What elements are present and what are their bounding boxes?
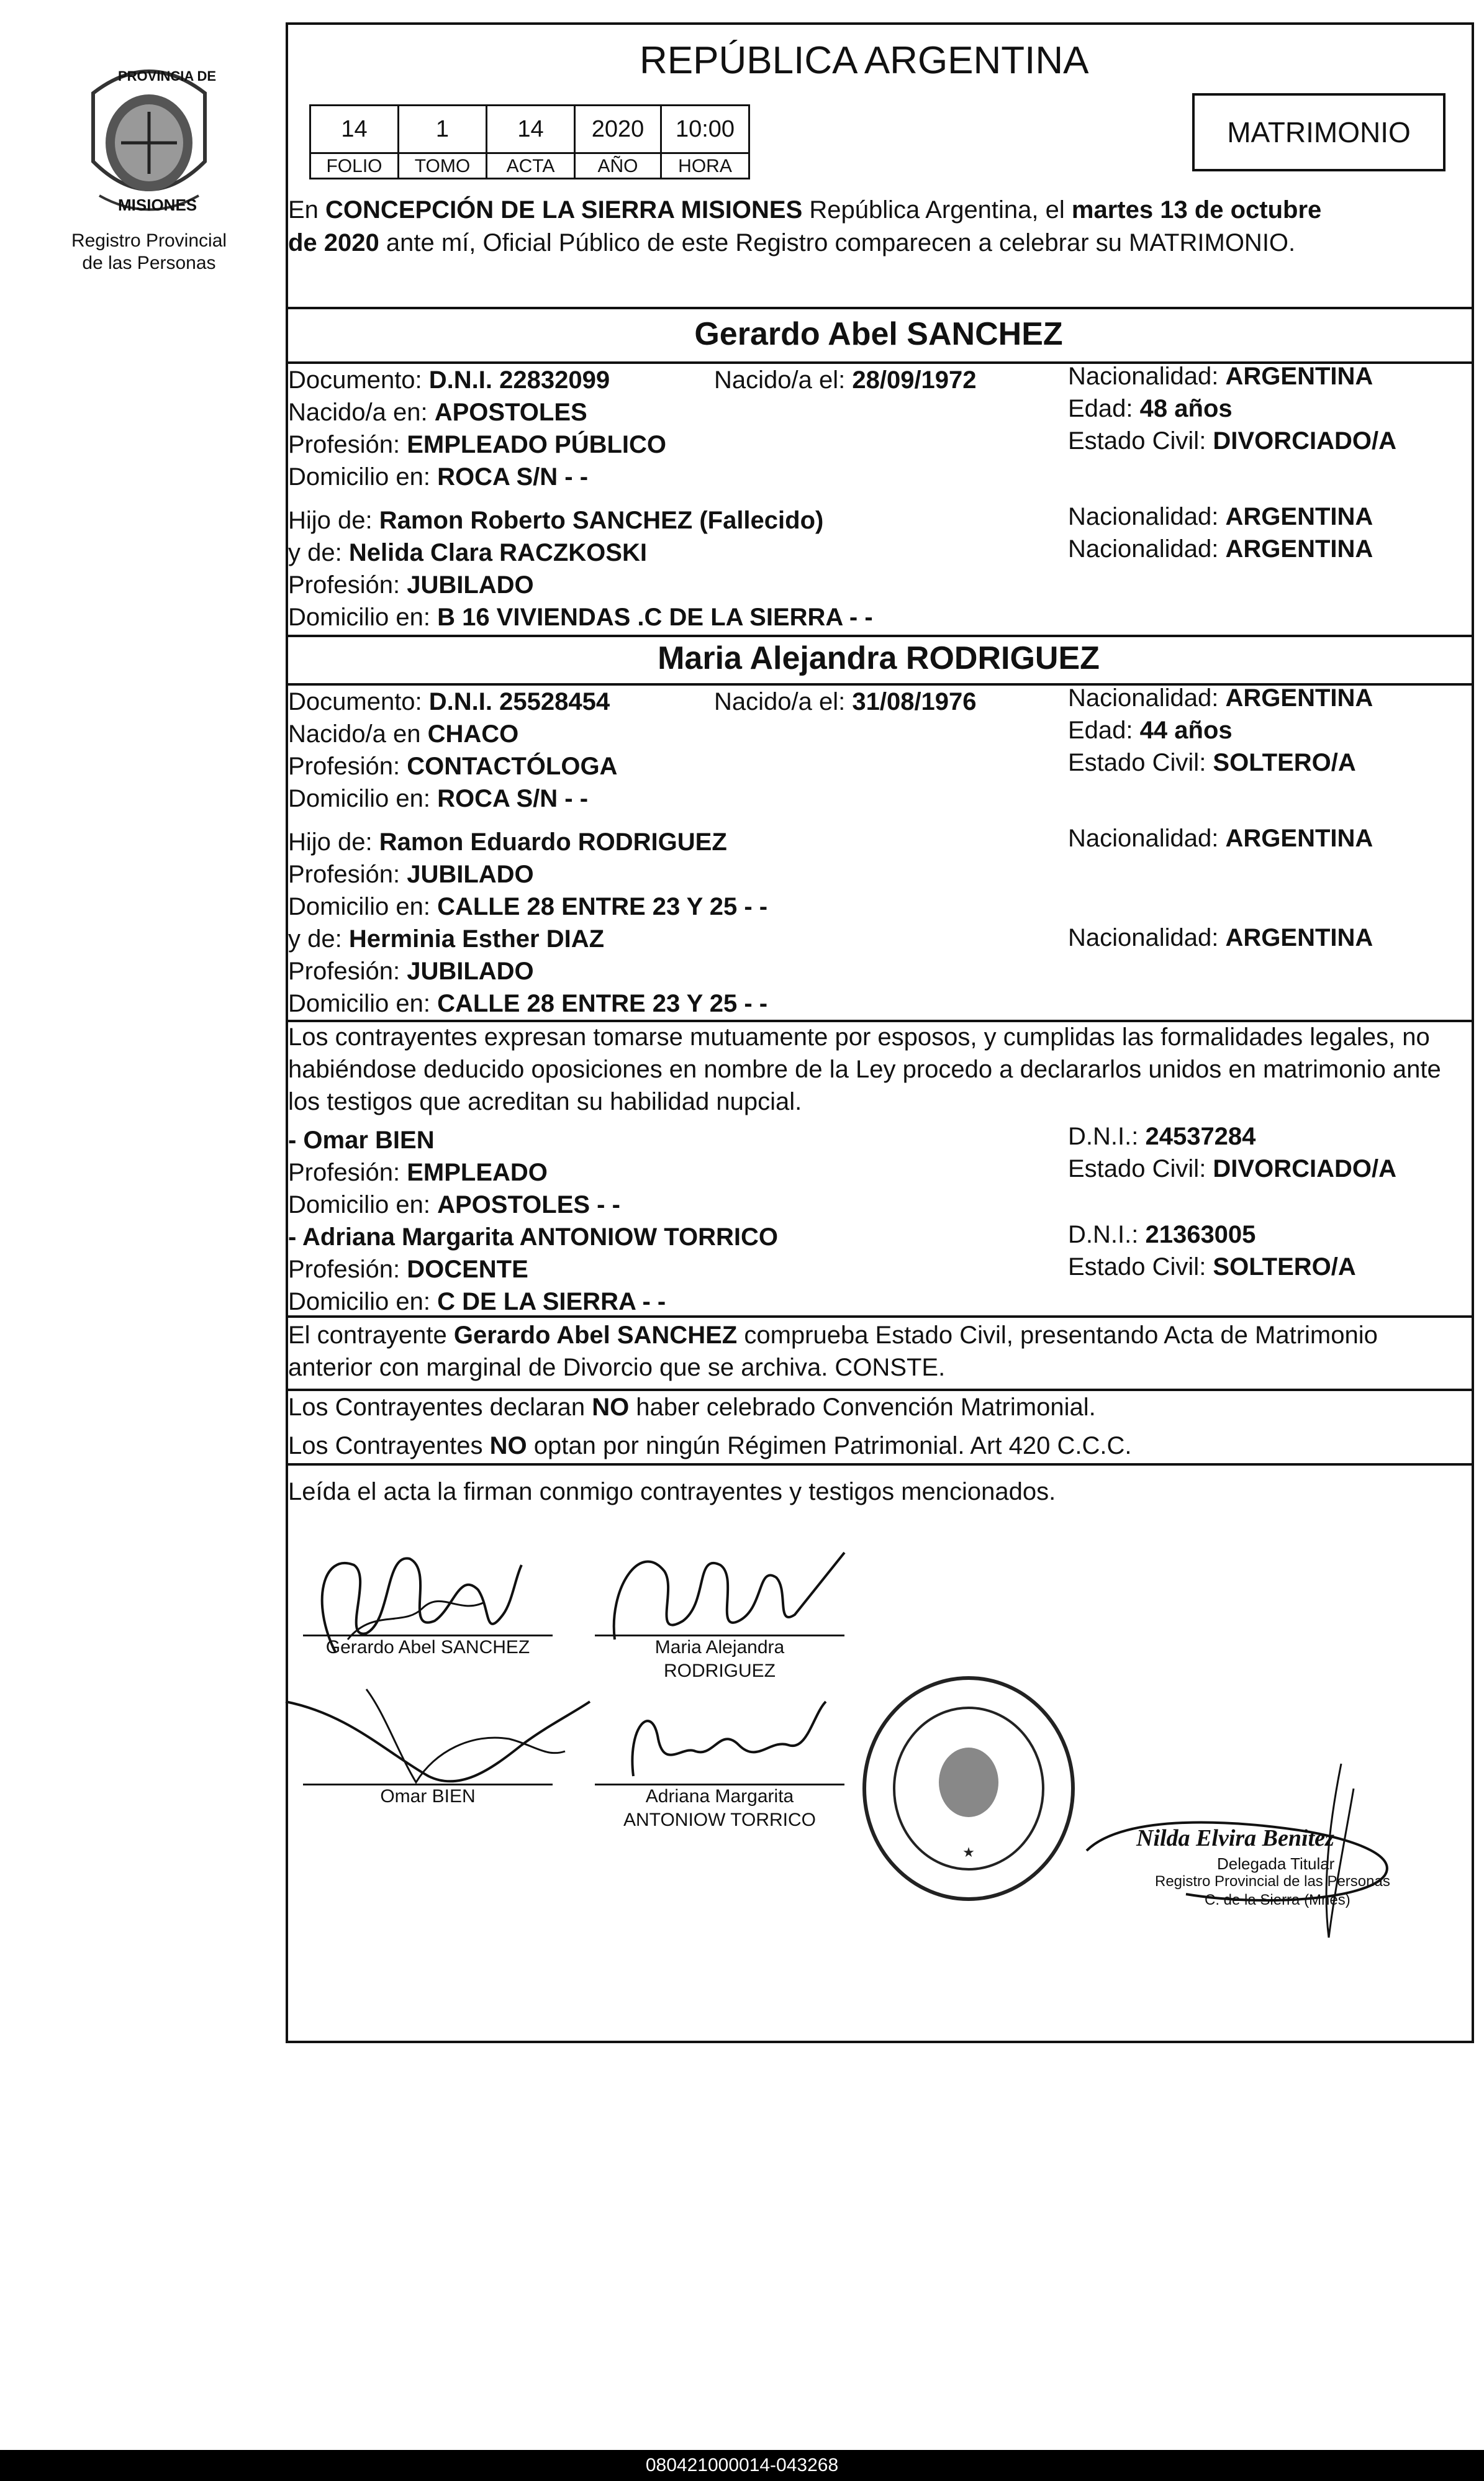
registry-logo xyxy=(75,56,224,230)
bride-civil: Estado Civil: SOLTERO/A xyxy=(1068,749,1356,776)
note-line2: anterior con marginal de Divorcio que se archiva. CONSTE. xyxy=(288,1354,946,1381)
registry-line2: de las Personas xyxy=(82,253,216,273)
witness2-name: - Adriana Margarita ANTONIOW TORRICO xyxy=(288,1223,778,1251)
logo-text-top: PROVINCIA DE xyxy=(118,68,217,84)
bride-mother-addr: Domicilio en: CALLE 28 ENTRE 23 Y 25 - - xyxy=(288,990,768,1017)
official-place: C. de la Sierra (Mnes) xyxy=(1205,1892,1351,1908)
regime-line2: Los Contrayentes NO optan por ningún Régimen Patrimonial. Art 420 C.C.C. xyxy=(288,1432,1132,1459)
registry-name xyxy=(50,230,248,274)
regime-line1: Los Contrayentes declaran NO haber celebrado Convención Matrimonial. xyxy=(288,1394,1096,1421)
groom-mother: y de: Nelida Clara RACZKOSKI xyxy=(288,539,647,566)
bride-nat: Nacionalidad: ARGENTINA xyxy=(1068,684,1373,712)
acta-value: 14 xyxy=(486,104,576,154)
act-type: MATRIMONIO xyxy=(1227,116,1411,148)
bride-mother: y de: Herminia Esther DIAZ xyxy=(288,925,605,953)
declaration-line3: los testigos que acreditan su habilidad nupcial. xyxy=(288,1088,802,1115)
divider xyxy=(286,1315,1472,1318)
official-registry: Registro Provincial de las Personas xyxy=(1155,1873,1390,1890)
place: CONCEPCIÓN DE LA SIERRA MISIONES xyxy=(325,196,803,224)
barcode-bar xyxy=(0,2450,1484,2481)
groom-birthplace: Nacido/a en: APOSTOLES xyxy=(288,399,587,426)
bride-born: Nacido/a el: 31/08/1976 xyxy=(714,688,977,715)
witness1-signature xyxy=(273,1677,596,1795)
bride-signature-caption: Maria Alejandra RODRIGUEZ xyxy=(654,1637,785,1681)
bride-birthplace: Nacido/a en CHACO xyxy=(288,720,519,748)
declaration-line1: Los contrayentes expresan tomarse mutuamente por esposos, y cumplidas las formalidades legales, no xyxy=(288,1023,1430,1051)
groom-civil: Estado Civil: DIVORCIADO/A xyxy=(1068,427,1396,455)
groom-doc: Documento: D.N.I. 22832099 xyxy=(288,366,610,394)
witness2-dni: D.N.I.: 21363005 xyxy=(1068,1221,1256,1248)
barcode-text: 080421000014-043268 xyxy=(645,2455,839,2475)
groom-age: Edad: 48 años xyxy=(1068,395,1233,422)
country-title: REPÚBLICA ARGENTINA xyxy=(640,39,1089,82)
logo-text-bottom: MISIONES xyxy=(118,196,197,214)
tomo-label: TOMO xyxy=(397,152,487,179)
witness1-name: - Omar BIEN xyxy=(288,1127,435,1154)
bride-mother-prof: Profesión: JUBILADO xyxy=(288,958,534,985)
intro-line1: En CONCEPCIÓN DE LA SIERRA MISIONES República Argentina, el martes 13 de octubre xyxy=(288,196,1322,224)
closing-text: Leída el acta la firman conmigo contrayentes y testigos mencionados. xyxy=(288,1478,1056,1505)
acta-label: ACTA xyxy=(486,152,576,179)
witness1-civil: Estado Civil: DIVORCIADO/A xyxy=(1068,1155,1396,1182)
folio-label: FOLIO xyxy=(309,152,399,179)
date: martes 13 de octubre xyxy=(1071,196,1322,224)
groom-name: Gerardo Abel SANCHEZ xyxy=(694,316,1063,352)
groom-father-nat: Nacionalidad: ARGENTINA xyxy=(1068,503,1373,530)
divider xyxy=(286,635,1472,637)
bride-doc: Documento: D.N.I. 25528454 xyxy=(288,688,610,715)
groom-father: Hijo de: Ramon Roberto SANCHEZ (Fallecido) xyxy=(288,507,824,534)
divider xyxy=(286,1463,1472,1466)
frame-top xyxy=(286,22,1472,25)
bride-father-addr: Domicilio en: CALLE 28 ENTRE 23 Y 25 - - xyxy=(288,893,768,920)
bride-father-nat: Nacionalidad: ARGENTINA xyxy=(1068,825,1373,852)
bride-age: Edad: 44 años xyxy=(1068,717,1233,744)
groom-nat: Nacionalidad: ARGENTINA xyxy=(1068,363,1373,390)
note-line1: El contrayente Gerardo Abel SANCHEZ comprueba Estado Civil, presentando Acta de Matrimonio xyxy=(288,1322,1378,1349)
bride-prof: Profesión: CONTACTÓLOGA xyxy=(288,753,618,780)
bride-mother-nat: Nacionalidad: ARGENTINA xyxy=(1068,924,1373,951)
act-type-box xyxy=(1192,93,1446,171)
witness2-signature-caption: Adriana Margarita ANTONIOW TORRICO xyxy=(623,1786,817,1830)
hour-label: HORA xyxy=(660,152,750,179)
witness1-signature-caption: Omar BIEN xyxy=(380,1786,476,1807)
intro-line2: de 2020 ante mí, Oficial Público de este Registro comparecen a celebrar su MATRIMONIO. xyxy=(288,229,1296,256)
registry-line1: Registro Provincial xyxy=(71,230,227,251)
groom-addr: Domicilio en: ROCA S/N - - xyxy=(288,463,589,491)
official-title: Delegada Titular xyxy=(1217,1854,1335,1873)
divider xyxy=(286,307,1472,309)
official-name: Nilda Elvira Benitez xyxy=(1136,1825,1334,1851)
witness2-prof: Profesión: DOCENTE xyxy=(288,1256,528,1283)
groom-signature-caption: Gerardo Abel SANCHEZ xyxy=(325,1637,530,1658)
groom-parents-prof: Profesión: JUBILADO xyxy=(288,571,534,599)
witness2-signature xyxy=(609,1689,844,1789)
declaration-line2: habiéndose deducido oposiciones en nombre de la Ley procedo a declararlos unidos en matrimonio ante xyxy=(288,1056,1441,1083)
official-seal xyxy=(857,1671,1080,1907)
tomo-value: 1 xyxy=(397,104,487,154)
bride-name: Maria Alejandra RODRIGUEZ xyxy=(658,640,1100,676)
witness2-civil: Estado Civil: SOLTERO/A xyxy=(1068,1253,1356,1281)
witness1-dni: D.N.I.: 24537284 xyxy=(1068,1123,1256,1150)
official-signature xyxy=(1074,1751,1422,1950)
bride-father: Hijo de: Ramon Eduardo RODRIGUEZ xyxy=(288,828,727,856)
year-value: 2020 xyxy=(574,104,662,154)
witness2-addr: Domicilio en: C DE LA SIERRA - - xyxy=(288,1288,666,1315)
witness1-prof: Profesión: EMPLEADO xyxy=(288,1159,548,1186)
bride-father-prof: Profesión: JUBILADO xyxy=(288,861,534,888)
hour-value: 10:00 xyxy=(660,104,750,154)
groom-mother-nat: Nacionalidad: ARGENTINA xyxy=(1068,535,1373,563)
groom-prof: Profesión: EMPLEADO PÚBLICO xyxy=(288,431,667,458)
groom-born: Nacido/a el: 28/09/1972 xyxy=(714,366,977,394)
bride-addr: Domicilio en: ROCA S/N - - xyxy=(288,785,589,812)
svg-text:★: ★ xyxy=(962,1844,975,1860)
year-label: AÑO xyxy=(574,152,662,179)
groom-parents-addr: Domicilio en: B 16 VIVIENDAS .C DE LA SIERRA - - xyxy=(288,604,873,631)
witness1-addr: Domicilio en: APOSTOLES - - xyxy=(288,1191,620,1218)
folio-value: 14 xyxy=(309,104,399,154)
